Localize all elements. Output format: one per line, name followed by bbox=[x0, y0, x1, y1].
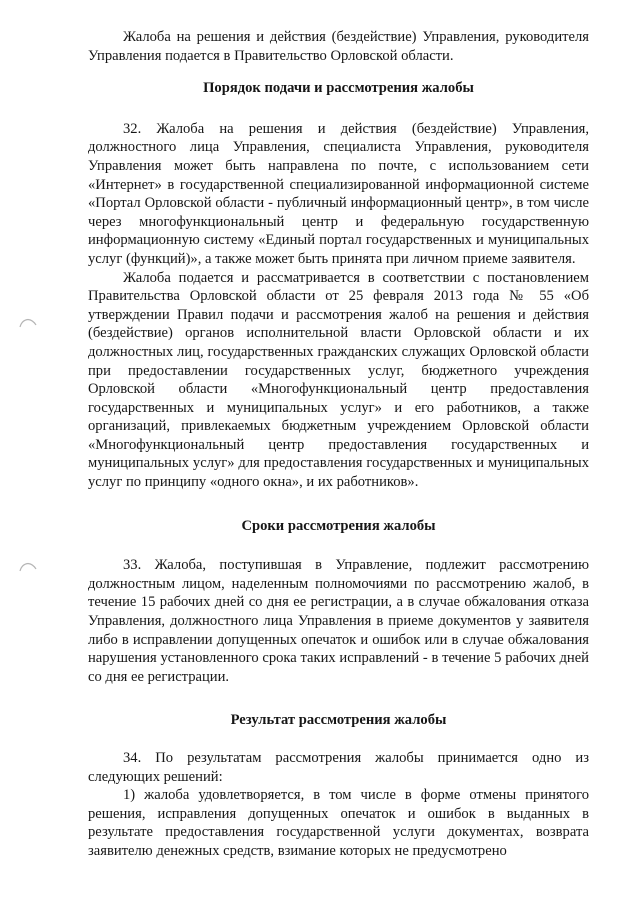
paragraph-34: 34. По результатам рассмотрения жалобы принимается одно из следующих решений: bbox=[88, 750, 589, 785]
paragraph-34-item-1: 1) жалоба удовлетворяется, в том числе в форме отмены принятого решения, исправления допущенных опечаток и ошибок в выданных в результате предоставления государственной услуги документах, возврата заявителю денежных средств, взимание которых не предусмотрено bbox=[88, 787, 589, 859]
paragraph-32: 32. Жалоба на решения и действия (бездействие) Управления, должностного лица Управления, специалиста Управления, руководителя Управления может быть направлена по почте, с использованием сети «Интернет» в государственной специализированной информационной системе «Портал Орловской области - публичный информационный центр», в том числе через многофункциональный центр и федеральную государственную информационную систему «Единый портал государственных и муниципальных услуг (функций)», а также может быть принята при личном приеме заявителя. bbox=[88, 120, 589, 267]
punch-hole-mark-icon bbox=[19, 562, 37, 572]
punch-hole-mark-icon bbox=[19, 318, 37, 328]
document-body bbox=[88, 28, 589, 861]
paragraph-intro: Жалоба на решения и действия (бездействие) Управления, руководителя Управления подается в Правительство Орловской области. bbox=[88, 29, 589, 64]
paragraph-32-continued: Жалоба подается и рассматривается в соответствии с постановлением Правительства Орловской области от 25 февраля 2013 года № 55 «Об утверждении Правил подачи и рассмотрения жалоб на решения и действия (бездействие) органов исполнительной власти Орловской области и их должностных лиц, государственных гражданских служащих Орловской области при предоставлении государственных услуг, бюджетного учреждения Орловской области «Многофункциональный центр предоставления государственных и муниципальных услуг» и его работников, а также организаций, привлекаемых бюджетным учреждением Орловской области «Многофункциональный центр предоставления государственных и муниципальных услуг» для предоставления государственных и муниципальных услуг по принципу «одного окна», и их работников». bbox=[88, 269, 589, 491]
paragraph-33: 33. Жалоба, поступившая в Управление, подлежит рассмотрению должностным лицом, наделенным полномочиями по рассмотрению жалоб, в течение 15 рабочих дней со дня ее регистрации, а в случае обжалования отказа Управления, должностного лица Управления в приеме документов у заявителя либо в исправлении допущенных опечаток и ошибок или в случае обжалования нарушения установленного срока таких исправлений - в течение 5 рабочих дней со дня ее регистрации. bbox=[88, 557, 589, 685]
heading-review-terms: Сроки рассмотрения жалобы bbox=[241, 517, 436, 534]
heading-order-of-complaint: Порядок подачи и рассмотрения жалобы bbox=[203, 80, 474, 97]
heading-review-result: Результат рассмотрения жалобы bbox=[230, 712, 447, 729]
